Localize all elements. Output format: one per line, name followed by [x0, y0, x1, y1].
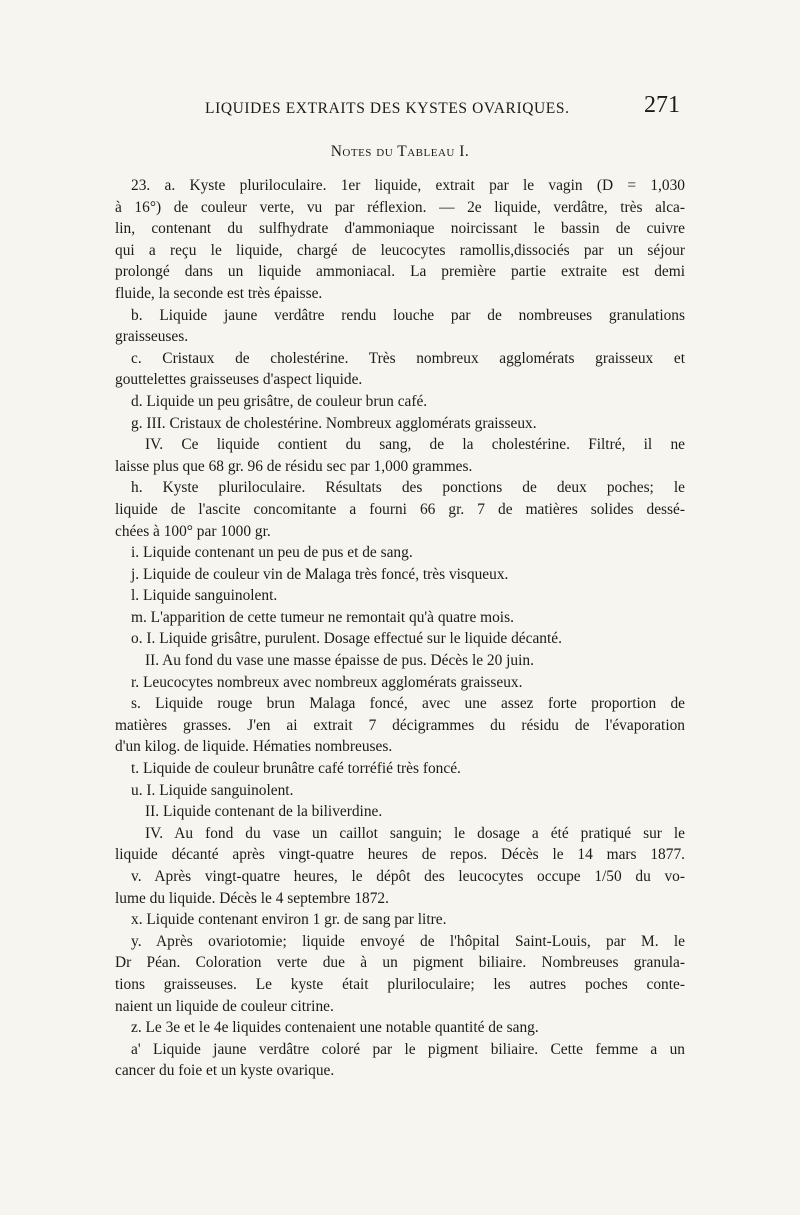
text-line: Dr Péan. Coloration verte due à un pigment biliaire. Nombreuses granula-: [115, 954, 685, 972]
text-line: m. L'apparition de cette tumeur ne remontait qu'à quatre mois.: [131, 608, 514, 626]
text-line: graisseuses.: [115, 328, 189, 346]
text-line: cancer du foie et un kyste ovarique.: [115, 1062, 335, 1080]
text-line: II. Au fond du vase une masse épaisse de pus. Décès le 20 juin.: [145, 652, 534, 670]
text-line: qui a reçu le liquide, chargé de leucocytes ramollis,dissociés par un séjour: [115, 241, 685, 259]
text-line: matières grasses. J'en ai extrait 7 décigrammes du résidu de l'évaporation: [115, 716, 685, 734]
text-line: fluide, la seconde est très épaisse.: [115, 284, 323, 302]
text-line: chées à 100° par 1000 gr.: [115, 522, 271, 540]
text-line: naient un liquide de couleur citrine.: [115, 997, 334, 1015]
text-line: laisse plus que 68 gr. 96 de résidu sec par 1,000 grammes.: [115, 457, 473, 475]
text-line: i. Liquide contenant un peu de pus et de sang.: [131, 544, 413, 562]
running-title: LIQUIDES EXTRAITS DES KYSTES OVARIQUES.: [205, 100, 570, 117]
text-line: h. Kyste pluriloculaire. Résultats des ponctions de deux poches; le: [131, 479, 685, 497]
page-number: 271: [644, 92, 680, 118]
text-line: d'un kilog. de liquide. Hématies nombreuses.: [115, 738, 393, 756]
text-line: u. I. Liquide sanguinolent.: [131, 781, 294, 799]
text-line: lume du liquide. Décès le 4 septembre 1872.: [115, 889, 389, 907]
text-line: d. Liquide un peu grisâtre, de couleur brun café.: [131, 392, 428, 410]
text-line: lin, contenant du sulfhydrate d'ammoniaque noircissant le bassin de cuivre: [115, 220, 685, 238]
text-line: gouttelettes graisseuses d'aspect liquide.: [115, 371, 363, 389]
text-line: à 16°) de couleur verte, vu par réflexion. — 2e liquide, verdâtre, très alca-: [115, 198, 685, 216]
text-line: IV. Ce liquide contient du sang, de la cholestérine. Filtré, il ne: [145, 436, 685, 454]
text-line: z. Le 3e et le 4e liquides contenaient une notable quantité de sang.: [131, 1019, 539, 1037]
text-line: II. Liquide contenant de la biliverdine.: [145, 803, 383, 821]
text-line: y. Après ovariotomie; liquide envoyé de l'hôpital Saint-Louis, par M. le: [131, 932, 685, 950]
text-line: c. Cristaux de cholestérine. Très nombreux agglomérats graisseux et: [131, 349, 685, 367]
running-head: [115, 92, 680, 126]
text-line: l. Liquide sanguinolent.: [131, 587, 278, 605]
text-line: 23. a. Kyste pluriloculaire. 1er liquide, extrait par le vagin (D = 1,030: [131, 177, 685, 194]
text-line: x. Liquide contenant environ 1 gr. de sang par litre.: [131, 911, 447, 929]
text-line: s. Liquide rouge brun Malaga foncé, avec une assez forte proportion de: [131, 695, 685, 713]
text-line: tions graisseuses. Le kyste était pluriloculaire; les autres poches conte-: [115, 975, 685, 993]
text-line: liquide de l'ascite concomitante a fourni 66 gr. 7 de matières solides dessé-: [115, 500, 685, 518]
text-line: j. Liquide de couleur vin de Malaga très foncé, très visqueux.: [131, 565, 509, 583]
text-line: b. Liquide jaune verdâtre rendu louche par de nombreuses granulations: [131, 306, 685, 324]
section-title: Notes du Tableau I.: [330, 143, 470, 160]
text-line: a' Liquide jaune verdâtre coloré par le pigment biliaire. Cette femme a un: [131, 1040, 685, 1058]
text-line: o. I. Liquide grisâtre, purulent. Dosage effectué sur le liquide décanté.: [131, 630, 562, 648]
text-line: t. Liquide de couleur brunâtre café torréfié très foncé.: [131, 760, 461, 778]
text-line: IV. Au fond du vase un caillot sanguin; le dosage a été pratiqué sur le: [145, 824, 685, 842]
text-line: liquide décanté après vingt-quatre heures de repos. Décès le 14 mars 1877.: [115, 846, 685, 864]
text-line: v. Après vingt-quatre heures, le dépôt des leucocytes occupe 1/50 du vo-: [131, 868, 685, 885]
text-line: g. III. Cristaux de cholestérine. Nombreux agglomérats graisseux.: [131, 414, 537, 432]
notes-body: [115, 175, 685, 1082]
text-line: prolongé dans un liquide ammoniacal. La première partie extraite est demi: [115, 263, 685, 281]
text-line: r. Leucocytes nombreux avec nombreux agglomérats graisseux.: [131, 673, 523, 691]
